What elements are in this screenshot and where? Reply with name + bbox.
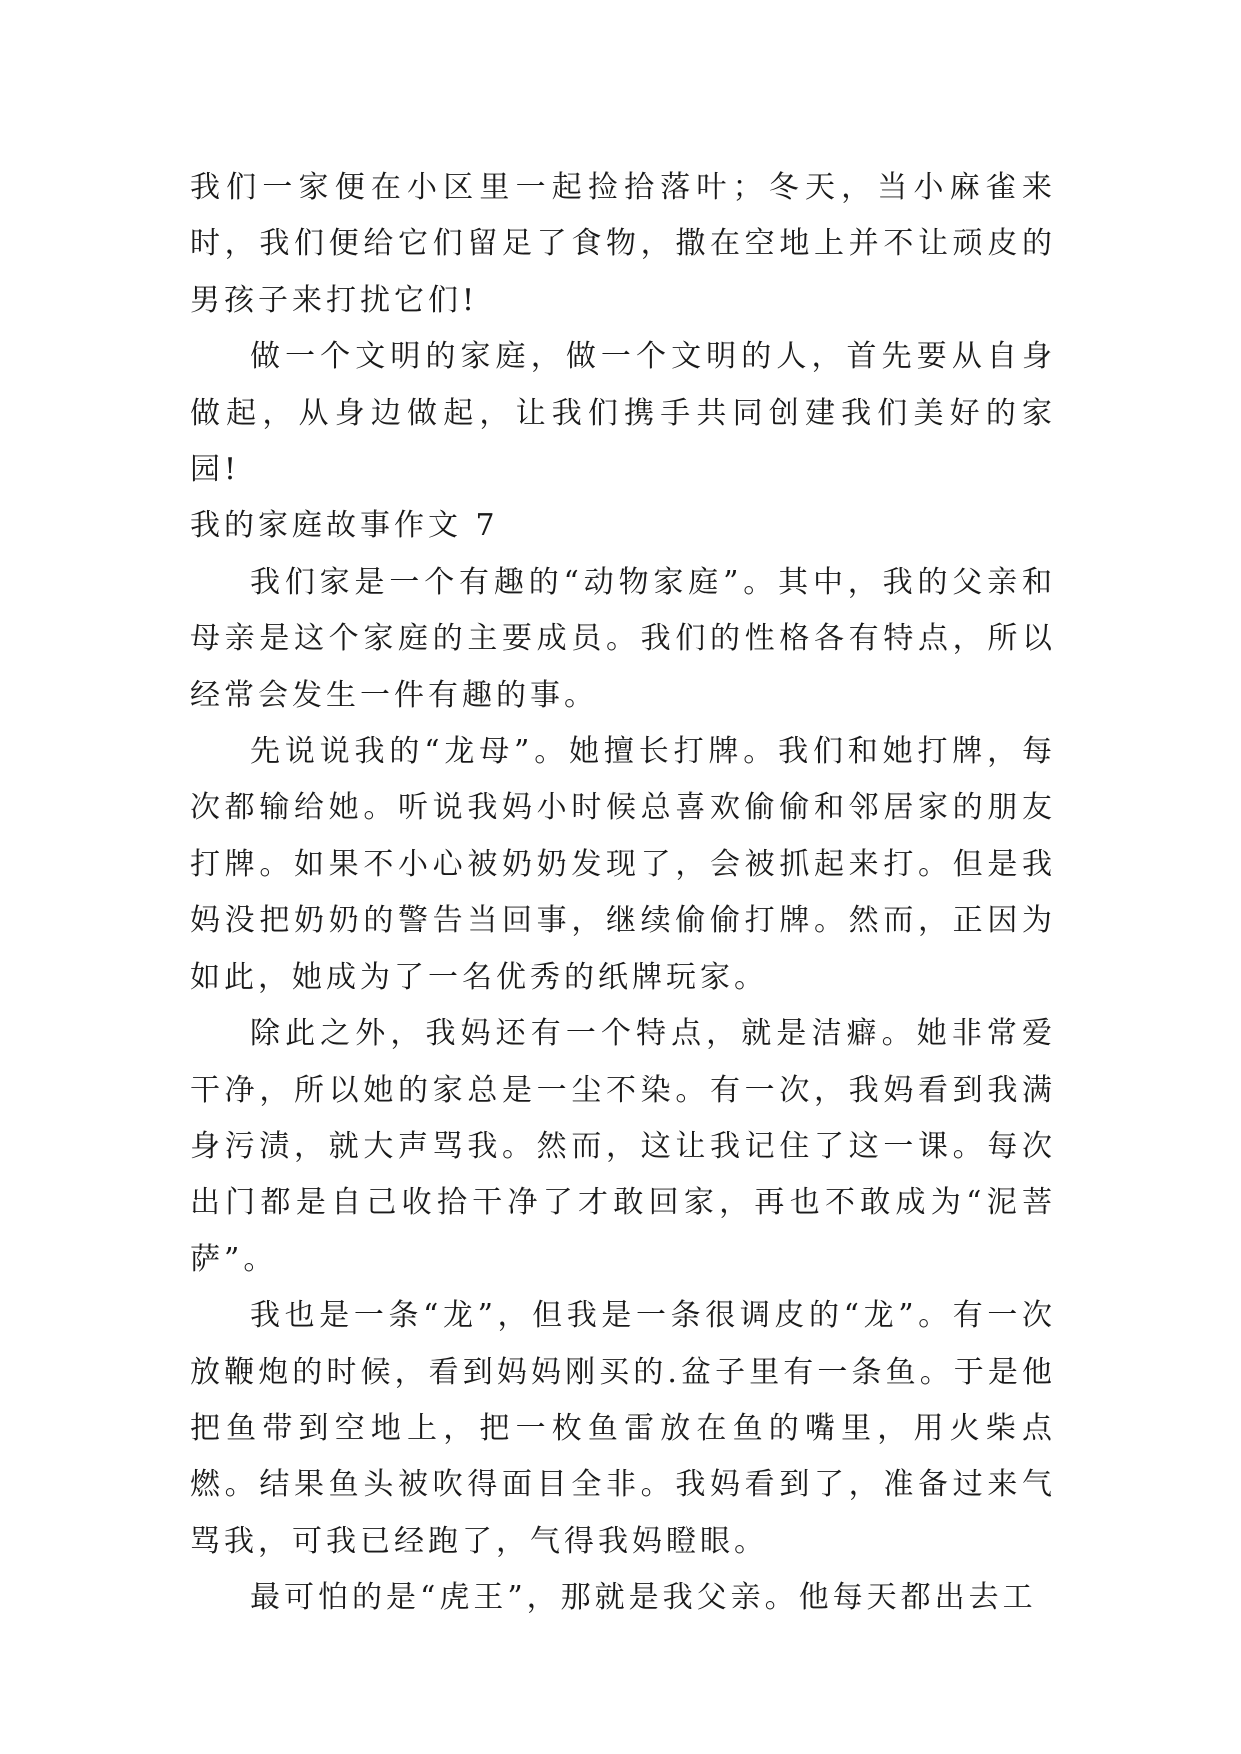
paragraph: 我也是一条“龙”，但我是一条很调皮的“龙”。有一次放鞭炮的时候，看到妈妈刚买的.盆子里有一条鱼。于是他把鱼带到空地上，把一枚鱼雷放在鱼的嘴里，用火柴点燃。结果鱼头被吹得面目全非。我妈看到了，准备过来气骂我，可我已经跑了，气得我妈瞪眼。 — [190, 1298, 1056, 1559]
paragraph: 我们家是一个有趣的“动物家庭”。其中，我的父亲和母亲是这个家庭的主要成员。我们的性格各有特点，所以经常会发生一件有趣的事。 — [190, 564, 1056, 713]
document-body — [190, 160, 1056, 1627]
paragraph: 最可怕的是“虎王”，那就是我父亲。他每天都出去工 — [250, 1580, 1037, 1616]
paragraph-continuation: 我们一家便在小区里一起捡拾落叶；冬天，当小麻雀来时，我们便给它们留足了食物，撒在空地上并不让顽皮的男孩子来打扰它们! — [190, 170, 1056, 318]
paragraph: 做一个文明的家庭，做一个文明的人，首先要从自身做起，从身边做起，让我们携手共同创建我们美好的家园! — [190, 339, 1056, 488]
paragraph: 先说说我的“龙母”。她擅长打牌。我们和她打牌，每次都输给她。听说我妈小时候总喜欢偷偷和邻居家的朋友打牌。如果不小心被奶奶发现了，会被抓起来打。但是我妈没把奶奶的警告当回事，继续偷偷打牌。然而，正因为如此，她成为了一名优秀的纸牌玩家。 — [190, 734, 1056, 995]
paragraph: 除此之外，我妈还有一个特点，就是洁癖。她非常爱干净，所以她的家总是一尘不染。有一次，我妈看到我满身污渍，就大声骂我。然而，这让我记住了这一课。每次出门都是自己收拾干净了才敢回家，再也不敢成为“泥菩萨”。 — [190, 1016, 1056, 1277]
section-heading: 我的家庭故事作文 7 — [190, 508, 499, 544]
